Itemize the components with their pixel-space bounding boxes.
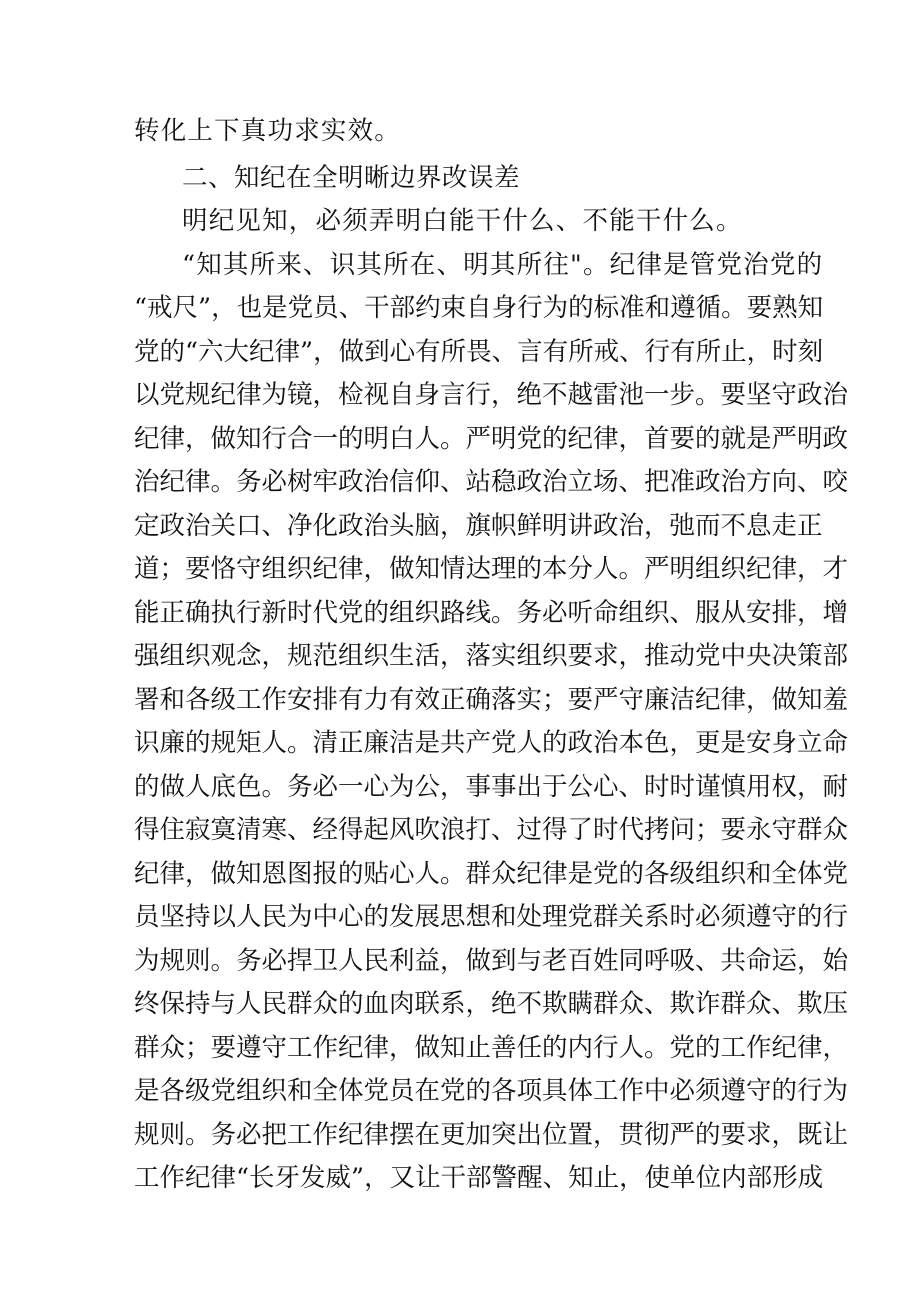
paragraph-line: 能正确执行新时代党的组织路线。务必听命组织、服从安排，增 bbox=[134, 598, 849, 628]
paragraph-line: 识廉的规矩人。清正廉洁是共产党人的政治本色，更是安身立命 bbox=[134, 728, 849, 758]
paragraph-line: 终保持与人民群众的血肉联系，绝不欺瞒群众、欺诈群众、欺压 bbox=[134, 989, 849, 1019]
section-heading: 二、知纪在全明晰边界改误差 bbox=[182, 163, 521, 193]
paragraph-line: 定政治关口、净化政治头脑，旗帜鲜明讲政治，弛而不息走正 bbox=[134, 511, 823, 541]
paragraph-line: 的做人底色。务必一心为公，事事出于公心、时时谨慎用权，耐 bbox=[134, 772, 849, 802]
paragraph-line: 以党规纪律为镜，检视自身言行，绝不越雷池一步。要坚守政治 bbox=[134, 380, 849, 410]
paragraph-line: 道；要恪守组织纪律，做知情达理的本分人。严明组织纪律，才 bbox=[134, 554, 849, 584]
paragraph-line: 纪律，做知行合一的明白人。严明党的纪律，首要的就是严明政 bbox=[134, 424, 849, 454]
paragraph-line: 为规则。务必捍卫人民利益，做到与老百姓同呼吸、共命运，始 bbox=[134, 946, 849, 976]
paragraph-line: 署和各级工作安排有力有效正确落实；要严守廉洁纪律，做知羞 bbox=[134, 685, 849, 715]
paragraph-line: 治纪律。务必树牢政治信仰、站稳政治立场、把准政治方向、咬 bbox=[134, 467, 849, 497]
paragraph-line: 员坚持以人民为中心的发展思想和处理党群关系时必须遵守的行 bbox=[134, 902, 849, 932]
paragraph-line: 转化上下真功求实效。 bbox=[134, 116, 402, 146]
paragraph-line: 群众；要遵守工作纪律，做知止善任的内行人。党的工作纪律， bbox=[134, 1033, 849, 1063]
paragraph-line: 得住寂寞清寒、经得起风吹浪打、过得了时代拷问；要永守群众 bbox=[134, 815, 849, 845]
paragraph-line: 党的“六大纪律”，做到心有所畏、言有所戒、行有所止，时刻 bbox=[134, 337, 824, 367]
paragraph-line: 纪律，做知恩图报的贴心人。群众纪律是党的各级组织和全体党 bbox=[134, 859, 849, 889]
paragraph-line: 是各级党组织和全体党员在党的各项具体工作中必须遵守的行为 bbox=[134, 1076, 849, 1106]
paragraph-line: 规则。务必把工作纪律摆在更加突出位置，贯彻严的要求，既让 bbox=[134, 1120, 849, 1150]
paragraph-line: 明纪见知，必须弄明白能干什么、不能干什么。 bbox=[182, 206, 743, 236]
paragraph-line: 工作纪律“长牙发威”，又让干部警醒、知止，使单位内部形成 bbox=[134, 1163, 824, 1193]
paragraph-line: 强组织观念，规范组织生活，落实组织要求，推动党中央决策部 bbox=[134, 641, 849, 671]
paragraph-line: “知其所来、识其所在、明其所往"。纪律是管党治党的 bbox=[182, 250, 824, 280]
paragraph-line: “戒尺”，也是党员、干部约束自身行为的标准和遵循。要熟知 bbox=[134, 293, 824, 323]
